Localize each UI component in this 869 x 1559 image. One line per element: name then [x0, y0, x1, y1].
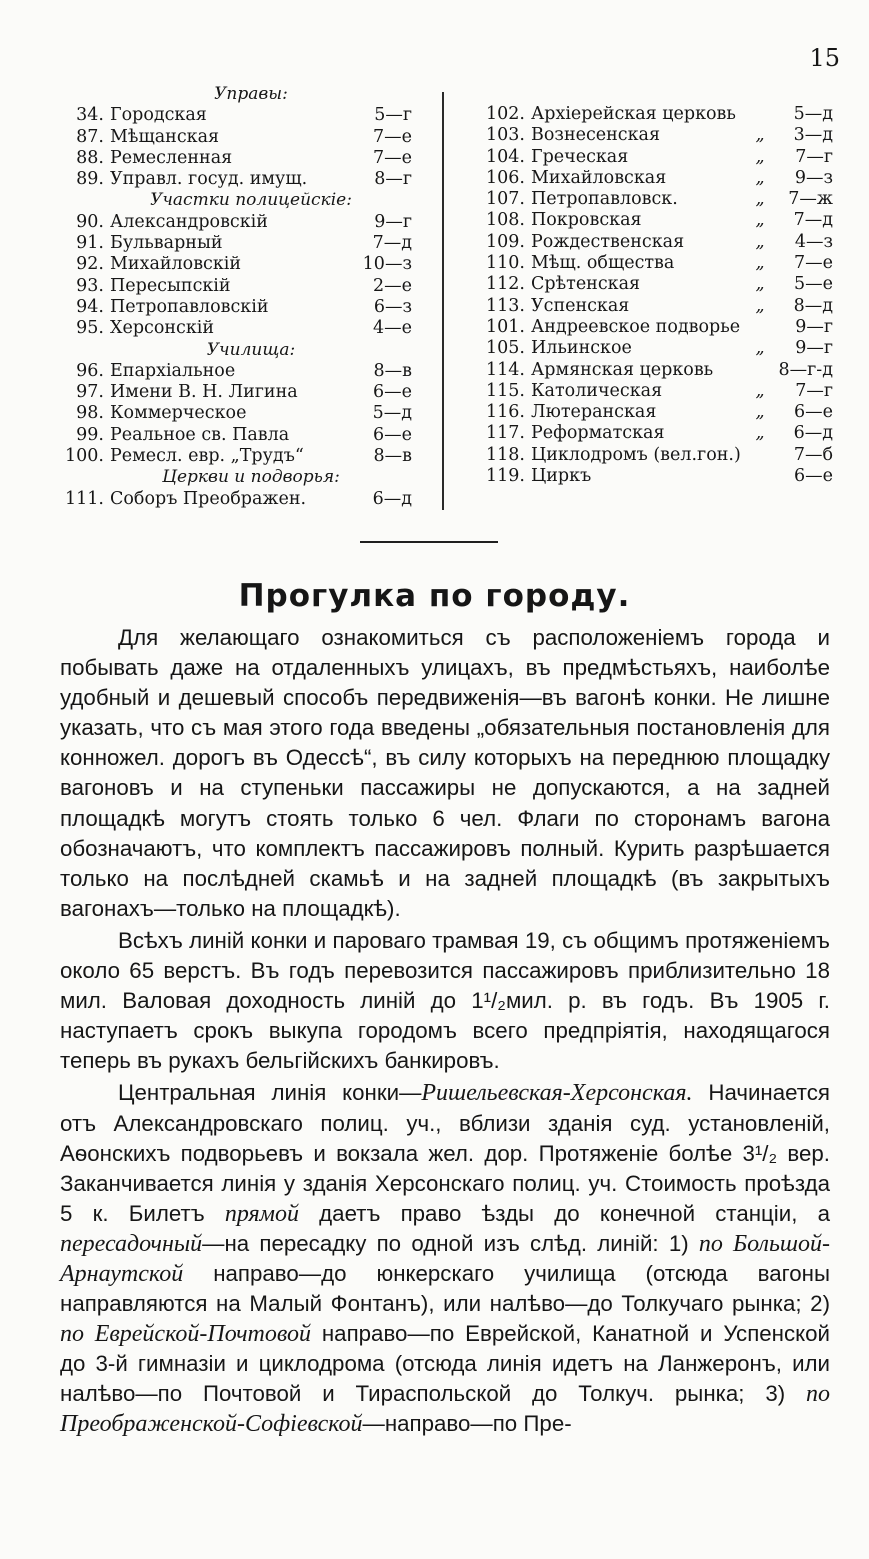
entry-name: Греческая: [531, 146, 629, 167]
italic-run: по Еврейской-Почтовой: [60, 1321, 311, 1348]
ditto-mark: „: [755, 338, 765, 359]
entry-name: Циркъ: [531, 466, 592, 487]
index-row: [485, 104, 833, 125]
entry-number: 112.: [486, 274, 525, 295]
entry-name: Лютеранская: [531, 402, 657, 423]
index-row: [60, 361, 412, 382]
ditto-mark: „: [755, 380, 765, 401]
map-grid-code: 6—д: [793, 423, 833, 444]
text-run: Начинается отъ Александровскаго полиц. уч., вблизи зданія суд. установленій, Аѳонскихъ подворьевъ и вокзала жел. дор. Протяженіе болѣе 3¹/₂ вер. Заканчивается линія у зданія Херсонскаго полиц. уч. Стоимость проѣзда 5 к. Билетъ: [60, 1080, 830, 1226]
street-index: [0, 84, 869, 514]
paragraph-2: Всѣхъ линій конки и пароваго трамвая 19, съ общимъ протяженіемъ около 65 верстъ. Въ годъ перевозится пассажировъ приблизительно 18 мил. Валовая доходность линій до 1¹/₂мил. р. въ годъ. Въ 1905 г. наступаетъ срокъ выкупа городомъ всего предпріятія, находящагося теперь въ рукахъ бельгійскихъ банкировъ.: [60, 927, 830, 1074]
index-row: [485, 125, 833, 146]
entry-name: Петропавловск.: [531, 189, 678, 210]
map-grid-code: 9—г: [795, 338, 833, 359]
map-grid-code: 8—в: [373, 360, 412, 381]
text-run: —на пересадку по одной изъ слѣд. линій: 1): [202, 1230, 699, 1256]
entry-name: Епархіальное: [110, 360, 236, 381]
index-row: [60, 489, 412, 510]
entry-number: 109.: [486, 231, 525, 252]
index-row: [60, 297, 412, 318]
paragraph-1: Для желающаго ознакомиться съ расположеніемъ города и побывать даже на отдаленныхъ улицахъ, въ предмѣстьяхъ, наиболѣе удобный и дешевый способъ передвиженія—въ вагонѣ конки. Не лишне указать, что съ мая этого года введены „обязательныя постановленія для конножел. дорогъ въ Одессѣ“, въ силу которыхъ на переднюю площадку вагоновъ и на ступеньки пассажиры не допускаются, а на задней площадкѣ могутъ стоять только 6 чел. Флаги по сторонамъ вагона обозначаютъ, что комплектъ пассажировъ полный. Курить разрѣшается только на послѣдней скамьѣ и на задней площадкѣ (въ закрытыхъ вагонахъ—только на площадкѣ).: [60, 625, 830, 921]
entry-name: Ремесл. евр. „Трудъ“: [110, 446, 304, 467]
entry-name: Александровскій: [110, 211, 268, 232]
index-row: [60, 212, 412, 233]
text-run: Центральная линія конки—: [118, 1080, 422, 1106]
index-row: [485, 317, 833, 338]
entry-name: Бульварный: [110, 233, 223, 254]
entry-name: Реальное св. Павла: [110, 424, 290, 445]
entry-name: Рождественская: [531, 231, 685, 252]
entry-number: 92.: [76, 254, 104, 275]
entry-number: 114.: [486, 359, 525, 380]
index-row: [485, 402, 833, 423]
ditto-mark: „: [755, 295, 765, 316]
map-grid-code: 8—г: [374, 169, 412, 190]
index-row: [60, 105, 412, 126]
index-row: [485, 253, 833, 274]
index-row: [485, 168, 833, 189]
entry-number: 98.: [76, 403, 104, 424]
entry-name: Циклодромъ (вел.гон.): [531, 444, 741, 465]
entry-name: Успенская: [531, 295, 630, 316]
entry-name: Ремесленная: [110, 147, 233, 168]
index-row: [60, 382, 412, 403]
entry-number: 89.: [76, 169, 104, 190]
ditto-mark: „: [755, 253, 765, 274]
index-row: [60, 446, 412, 467]
entry-number: 107.: [486, 189, 525, 210]
map-grid-code: 5—д: [793, 104, 833, 124]
entry-number: 102.: [486, 104, 525, 124]
map-grid-code: 7—б: [793, 444, 833, 465]
index-row: [60, 148, 412, 169]
text-run: —направо—по Пре-: [362, 1411, 572, 1437]
map-grid-code: 7—г: [795, 380, 833, 401]
entry-name: Имени В. Н. Лигина: [110, 382, 298, 403]
entry-number: 100.: [65, 446, 104, 467]
entry-name: Соборъ Преображен.: [110, 488, 307, 509]
index-row: [485, 296, 833, 317]
map-grid-code: 6—з: [373, 296, 412, 317]
index-row: [485, 274, 833, 295]
index-row: [60, 276, 412, 297]
entry-number: 117.: [486, 423, 525, 444]
index-row: [485, 232, 833, 253]
entry-number: 113.: [486, 295, 525, 316]
map-grid-code: 3—д: [793, 125, 833, 146]
entry-number: 34.: [76, 105, 104, 126]
index-row: [485, 189, 833, 210]
entry-number: 99.: [76, 424, 104, 445]
entry-number: 91.: [76, 233, 104, 254]
italic-run: по Большой-Арнаутской: [60, 1230, 830, 1287]
entry-name: Ильинское: [531, 338, 632, 359]
map-grid-code: 9—г: [795, 316, 833, 337]
text-run: даетъ право ѣзды до конечной станціи, а: [298, 1200, 830, 1226]
entry-number: 116.: [486, 402, 525, 423]
map-grid-code: 8—в: [373, 446, 412, 467]
index-row: [60, 254, 412, 275]
entry-name: Городская: [110, 105, 207, 126]
entry-name: Петропавловскій: [110, 296, 269, 317]
entry-name: Католическая: [531, 380, 663, 401]
entry-number: 88.: [76, 147, 104, 168]
entry-name: Херсонскій: [110, 318, 215, 339]
index-row: [485, 381, 833, 402]
ditto-mark: „: [755, 402, 765, 423]
entry-number: 95.: [76, 318, 104, 339]
index-row: [485, 147, 833, 168]
index-column-left: [60, 84, 412, 510]
entry-number: 103.: [486, 125, 525, 146]
entry-number: 111.: [65, 488, 104, 509]
index-row: [485, 360, 833, 381]
paragraph-3: [60, 1078, 830, 1439]
map-grid-code: 6—д: [372, 488, 412, 509]
entry-name: Пересыпскій: [110, 275, 231, 296]
entry-name: Михайловская: [531, 167, 667, 188]
ditto-mark: „: [755, 146, 765, 167]
map-grid-code: 2—е: [373, 275, 412, 296]
entry-number: 115.: [486, 380, 525, 401]
map-grid-code: 7—д: [372, 233, 412, 254]
entry-name: Управл. госуд. имущ.: [110, 169, 308, 190]
page-number: 15: [809, 44, 840, 72]
map-grid-code: 8—д: [793, 295, 833, 316]
section-divider: [360, 541, 498, 543]
ditto-mark: „: [755, 167, 765, 188]
map-grid-code: 5—д: [372, 403, 412, 424]
index-row: [60, 425, 412, 446]
entry-number: 108.: [486, 210, 525, 231]
ditto-mark: „: [755, 423, 765, 444]
index-row: [485, 445, 833, 466]
entry-name: Мѣщанская: [110, 126, 220, 147]
index-row: [60, 233, 412, 254]
entry-name: Срѣтенская: [531, 274, 641, 295]
map-grid-code: 7—д: [793, 210, 833, 231]
index-row: [60, 127, 412, 148]
entry-number: 97.: [76, 382, 104, 403]
entry-name: Коммерческое: [110, 403, 247, 424]
map-grid-code: 6—е: [373, 382, 412, 403]
entry-number: 106.: [486, 167, 525, 188]
section-heading: Участки полицейскіе:: [150, 190, 352, 211]
ditto-mark: „: [755, 125, 765, 146]
index-row: [485, 423, 833, 444]
article-body: [60, 623, 830, 1440]
map-grid-code: 7—е: [373, 147, 412, 168]
text-run: направо—по Еврейской, Канатной и Успенской до 3-й гимназіи и циклодрома (отсюда линія идетъ на Ланжеронъ, или налѣво—по Почтовой и Тираспольской до Толкуч. рынка; 3): [60, 1321, 831, 1407]
map-grid-code: 4—е: [373, 318, 412, 339]
map-grid-code: 6—е: [373, 424, 412, 445]
entry-number: 104.: [486, 146, 525, 167]
index-row: [60, 403, 412, 424]
italic-run: Ришельевская-Херсонская.: [421, 1080, 693, 1107]
entry-name: Вознесенская: [531, 125, 660, 146]
map-grid-code: 9—з: [794, 167, 833, 188]
entry-name: Покровская: [531, 210, 642, 231]
entry-name: Архіерейская церковь: [531, 104, 736, 124]
ditto-mark: „: [755, 189, 765, 210]
text-run: направо—до юнкерскаго училища (отсюда вагоны направляются на Малый Фонтанъ), или налѣво—до Толкучаго рынка; 2): [60, 1260, 830, 1317]
entry-name: Андреевское подворье: [531, 316, 741, 337]
map-grid-code: 7—г: [795, 146, 833, 167]
index-row: [485, 210, 833, 231]
italic-run: пересадочный: [60, 1230, 203, 1257]
ditto-mark: „: [755, 210, 765, 231]
italic-run: прямой: [224, 1200, 299, 1227]
map-grid-code: 5—е: [794, 274, 833, 295]
map-grid-code: 6—е: [794, 402, 833, 423]
entry-number: 96.: [76, 360, 104, 381]
entry-number: 94.: [76, 296, 104, 317]
map-grid-code: 10—з: [362, 254, 412, 275]
entry-number: 118.: [486, 444, 525, 465]
entry-number: 87.: [76, 126, 104, 147]
map-grid-code: 7—ж: [788, 189, 833, 210]
entry-number: 90.: [76, 211, 104, 232]
section-heading: Училища:: [206, 339, 296, 360]
map-grid-code: 4—з: [794, 231, 833, 252]
article-title: Прогулка по городу.: [238, 578, 631, 614]
section-heading: Управы:: [214, 84, 288, 104]
map-grid-code: 7—е: [373, 126, 412, 147]
entry-name: Михайловскій: [110, 254, 242, 275]
map-grid-code: 5—г: [374, 105, 412, 126]
index-column-right: [485, 104, 833, 487]
entry-number: 119.: [486, 466, 525, 487]
ditto-mark: „: [755, 274, 765, 295]
entry-number: 101.: [486, 316, 525, 337]
entry-name: Армянская церковь: [531, 359, 714, 380]
column-divider: [442, 92, 444, 510]
map-grid-code: 8—г-д: [778, 359, 833, 380]
map-grid-code: 9—г: [374, 211, 412, 232]
ditto-mark: „: [755, 231, 765, 252]
entry-name: Реформатская: [531, 423, 665, 444]
index-row: [60, 318, 412, 339]
index-row: [60, 169, 412, 190]
section-heading: Церкви и подворья:: [162, 467, 340, 488]
index-row: [485, 338, 833, 359]
map-grid-code: 7—е: [794, 253, 833, 274]
entry-number: 93.: [76, 275, 104, 296]
entry-name: Мѣщ. общества: [531, 253, 675, 274]
map-grid-code: 6—е: [794, 466, 833, 487]
entry-number: 105.: [486, 338, 525, 359]
italic-run: по Преображенской-Софіевской: [60, 1381, 830, 1438]
index-row: [485, 466, 833, 487]
entry-number: 110.: [486, 253, 525, 274]
